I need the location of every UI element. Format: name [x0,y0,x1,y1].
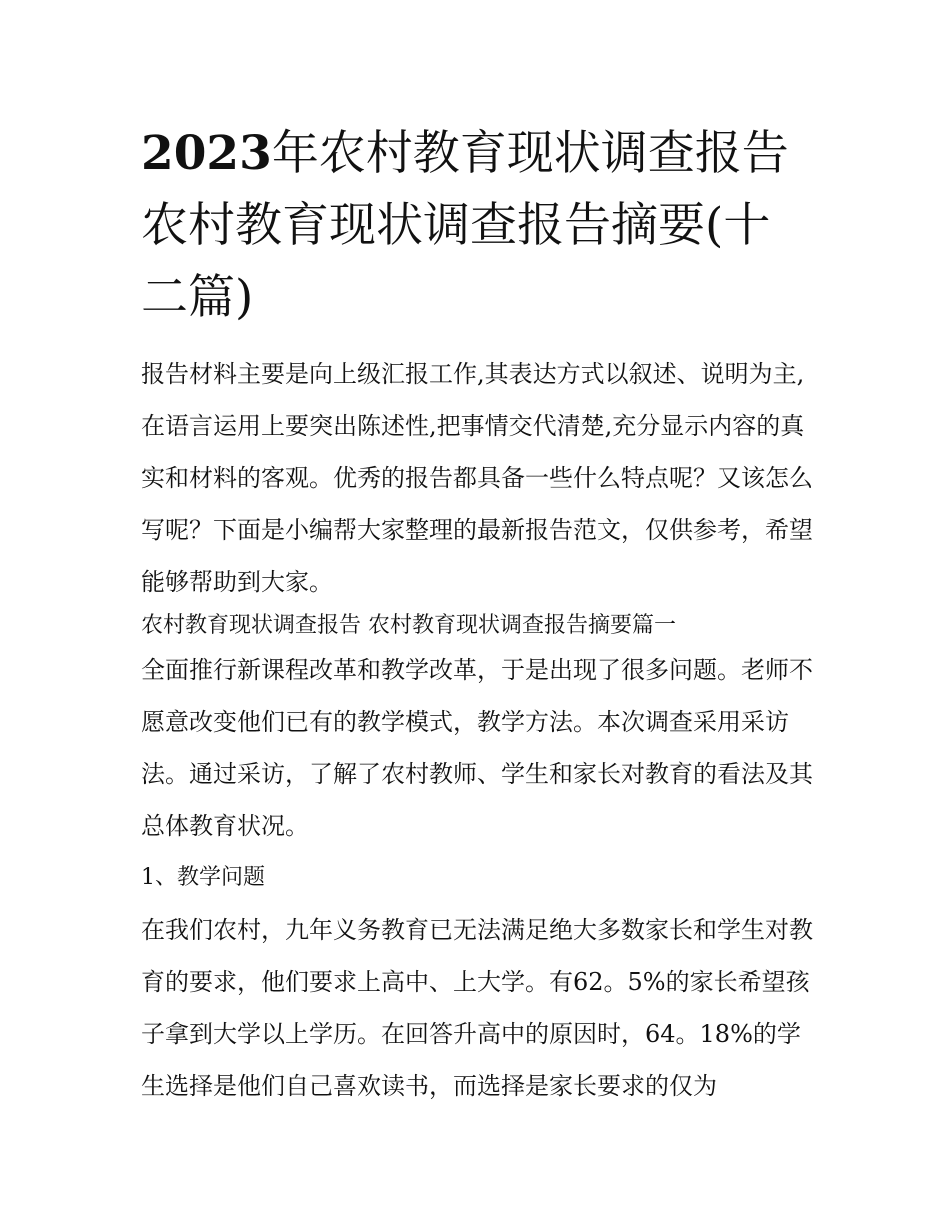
list-heading: 1、教学问题 [141,865,265,890]
document-page [141,118,813,1112]
intro-paragraph: 报告材料主要是向上级汇报工作,其表达方式以叙述、说明为主,在语言运用上要突出陈述性,把事情交代清楚,充分显示内容的真实和材料的客观。优秀的报告都具备一些什么特点呢？又该怎么写呢？下面是小编帮大家整理的最新报告范文，仅供参考，希望能够帮助到大家。 [141,360,813,596]
title-text: 年农村教育现状调查报告农村教育现状调查报告摘要(十二篇) [141,126,789,325]
document-title [141,118,813,334]
body-paragraph-1: 全面推行新课程改革和教学改革，于是出现了很多问题。老师不愿意改变他们已有的教学模式，教学方法。本次调查采用采访法。通过采访，了解了农村教师、学生和家长对教育的看法及其总体教育状况。 [141,656,813,840]
section-heading: 农村教育现状调查报告 农村教育现状调查报告摘要篇一 [141,613,676,638]
body-paragraph-2: 在我们农村，九年义务教育已无法满足绝大多数家长和学生对教育的要求，他们要求上高中、上大学。有62。5%的家长希望孩子拿到大学以上学历。在回答升高中的原因时，64。18%的学生选择是他们自己喜欢读书，而选择是家长要求的仅为 [141,916,813,1100]
title-year: 2023 [141,126,272,181]
